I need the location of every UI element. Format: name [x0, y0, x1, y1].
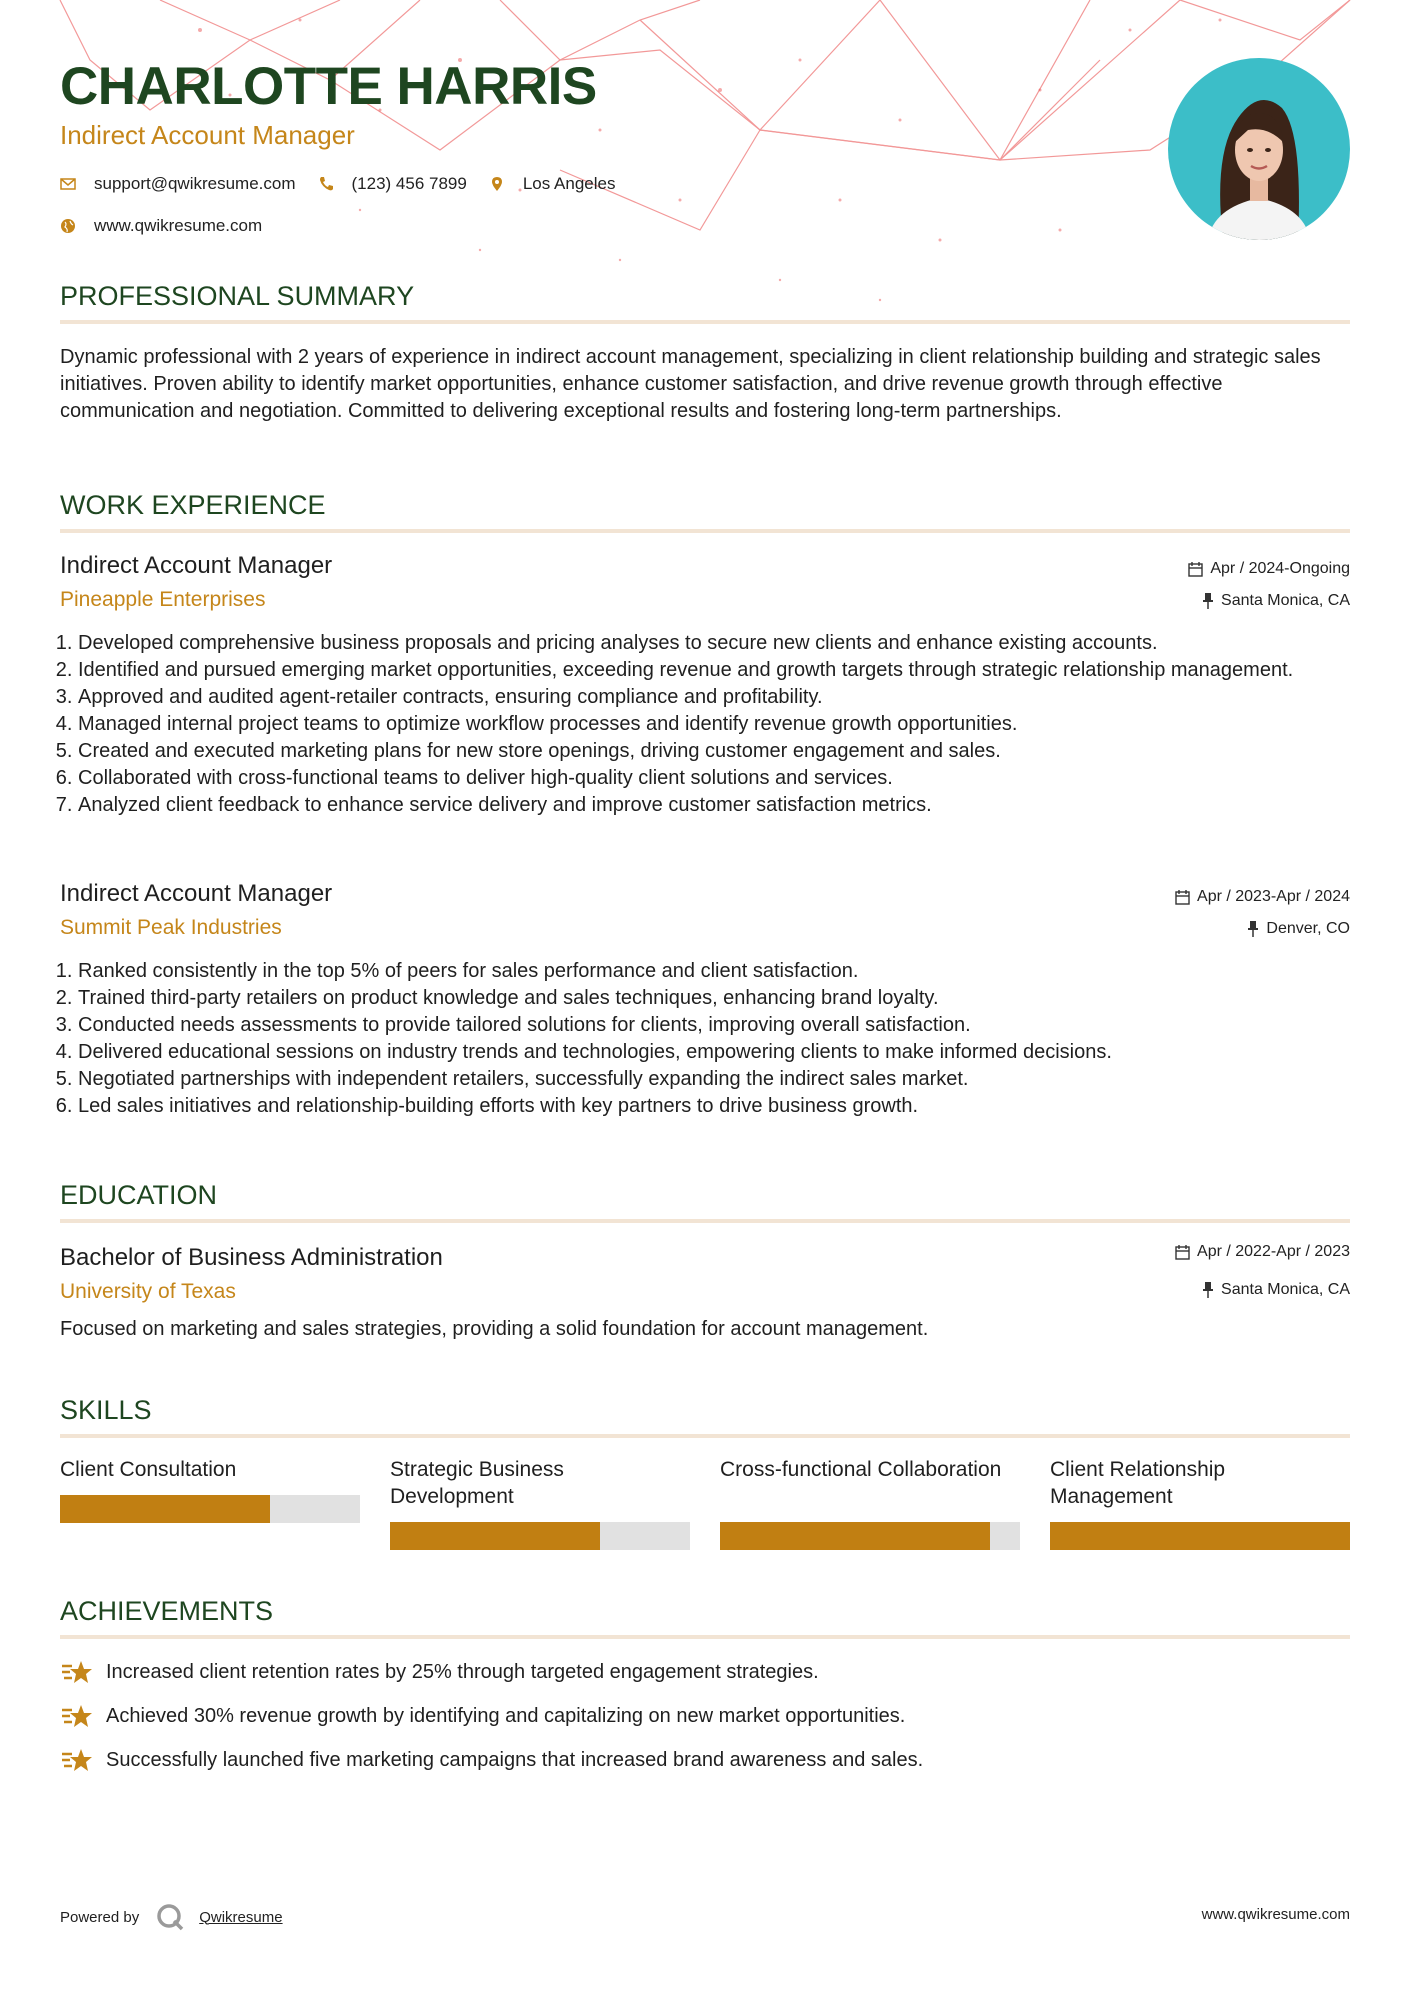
job-dates [1188, 560, 1350, 578]
section-title-skills: SKILLS [60, 1395, 1350, 1438]
skill-item [720, 1456, 1020, 1510]
list-item: 2. Trained third-party retailers on product knowledge and sales techniques, enhancing brand loyalty. [78, 985, 1368, 1012]
skill-name: Client Relationship Management [1050, 1458, 1226, 1508]
list-item: 5. Negotiated partnerships with independent retailers, successfully expanding the indirect sales market. [78, 1066, 1368, 1093]
list-item: 6. Collaborated with cross-functional teams to deliver high-quality client solutions and services. [78, 765, 1368, 792]
skill-level-fill [720, 1522, 990, 1550]
summary-text: Dynamic professional with 2 years of experience in indirect account management, specializing in client relationship building and strategic sales initiatives. Proven ability to identify market opportunities, enhance customer satisfaction, and drive revenue growth through effective communication and negotiation. Committed to delivering exceptional results and fostering long-term partnerships. [60, 346, 1321, 422]
job-bullets [60, 958, 1368, 1120]
brand-link[interactable]: Qwikresume [199, 1908, 283, 1926]
website-text: www.qwikresume.com [94, 216, 263, 235]
phone-icon [318, 176, 334, 192]
list-item: 2. Identified and pursued emerging market opportunities, exceeding revenue and growth targets through strategic relationship management. [78, 657, 1368, 684]
contact-location [489, 174, 616, 194]
job-dates [1175, 888, 1350, 906]
person-portrait-icon [1168, 58, 1350, 240]
calendar-icon [1175, 890, 1190, 905]
dates-text: Apr / 2023-Apr / 2024 [1197, 888, 1350, 905]
contact-row [60, 174, 637, 194]
degree-title: Bachelor of Business Administration [60, 1244, 443, 1271]
qwikresume-logo-icon [155, 1902, 185, 1932]
list-item: 4. Delivered educational sessions on industry trends and technologies, empowering clients to make informed decisions. [78, 1039, 1368, 1066]
list-item: 6. Led sales initiatives and relationship-building efforts with key partners to drive business growth. [78, 1093, 1368, 1120]
profile-photo [1168, 58, 1350, 240]
location-text: Denver, CO [1266, 920, 1350, 937]
skill-item [60, 1456, 360, 1510]
skill-level-bar [390, 1522, 690, 1550]
pushpin-icon [1202, 593, 1214, 609]
location-text: Santa Monica, CA [1221, 592, 1350, 609]
section-title-achievements: ACHIEVEMENTS [60, 1596, 1350, 1639]
globe-icon [60, 218, 76, 234]
contact-phone[interactable] [318, 174, 467, 194]
footer-website[interactable]: www.qwikresume.com [1201, 1906, 1350, 1923]
pushpin-icon [1247, 921, 1259, 937]
skill-item [390, 1456, 690, 1510]
skill-level-bar [1050, 1522, 1350, 1550]
list-item: 5. Created and executed marketing plans for new store openings, driving customer engagement and sales. [78, 738, 1368, 765]
list-item: 7. Analyzed client feedback to enhance service delivery and improve customer satisfaction metrics. [78, 792, 1368, 819]
candidate-name: CHARLOTTE HARRIS [60, 57, 597, 116]
skill-name: Client Consultation [60, 1458, 237, 1481]
dates-text: Apr / 2022-Apr / 2023 [1197, 1243, 1350, 1260]
company-name: Summit Peak Industries [60, 916, 282, 939]
pushpin-icon [1202, 1282, 1214, 1298]
envelope-icon [60, 176, 76, 192]
skill-name: Strategic Business Development [390, 1458, 564, 1508]
job-title: Indirect Account Manager [60, 552, 333, 579]
footer-powered-by [60, 1902, 283, 1932]
company-name: Pineapple Enterprises [60, 588, 266, 611]
achievement-item [60, 1746, 923, 1774]
education-description: Focused on marketing and sales strategies, providing a solid foundation for account management. [60, 1318, 929, 1340]
section-title-experience: WORK EXPERIENCE [60, 490, 1350, 533]
job-location [1247, 920, 1350, 938]
dates-text: Apr / 2024-Ongoing [1210, 560, 1350, 577]
skill-level-bar [720, 1522, 1020, 1550]
list-item: 1. Ranked consistently in the top 5% of peers for sales performance and client satisfaction. [78, 958, 1368, 985]
contact-website[interactable] [60, 216, 262, 236]
calendar-icon [1188, 562, 1203, 577]
skill-name: Cross-functional Collaboration [720, 1458, 1002, 1481]
section-title-summary: PROFESSIONAL SUMMARY [60, 281, 1350, 324]
job-bullets [60, 630, 1368, 819]
email-text: support@qwikresume.com [94, 174, 296, 193]
powered-by-label: Powered by [60, 1908, 140, 1926]
job-title: Indirect Account Manager [60, 880, 333, 907]
achievement-item [60, 1658, 819, 1686]
skill-level-fill [1050, 1522, 1350, 1550]
skill-item [1050, 1456, 1350, 1510]
location-text: Los Angeles [522, 174, 616, 193]
phone-text: (123) 456 7899 [351, 174, 467, 193]
achievement-text: Achieved 30% revenue growth by identifying and capitalizing on new market opportunities. [106, 1704, 906, 1727]
contact-email[interactable] [60, 174, 296, 194]
skill-level-fill [390, 1522, 600, 1550]
list-item: 3. Approved and audited agent-retailer contracts, ensuring compliance and profitability. [78, 684, 1368, 711]
star-achievement-icon [60, 1658, 94, 1686]
skill-level-bar [60, 1495, 360, 1523]
contact-row-2 [60, 216, 284, 236]
job-location [1202, 592, 1350, 610]
star-achievement-icon [60, 1746, 94, 1774]
calendar-icon [1175, 1245, 1190, 1260]
skill-level-fill [60, 1495, 270, 1523]
list-item: 3. Conducted needs assessments to provide tailored solutions for clients, improving overall satisfaction. [78, 1012, 1368, 1039]
location-text: Santa Monica, CA [1221, 1281, 1350, 1298]
education-dates [1175, 1243, 1350, 1261]
school-name: University of Texas [60, 1280, 236, 1303]
education-location [1202, 1281, 1350, 1299]
candidate-title: Indirect Account Manager [60, 120, 355, 150]
list-item: 4. Managed internal project teams to optimize workflow processes and identify revenue growth opportunities. [78, 711, 1368, 738]
section-title-education: EDUCATION [60, 1180, 1350, 1223]
achievement-text: Increased client retention rates by 25% through targeted engagement strategies. [106, 1660, 819, 1683]
achievement-text: Successfully launched five marketing campaigns that increased brand awareness and sales. [106, 1748, 924, 1771]
achievement-item [60, 1702, 905, 1730]
star-achievement-icon [60, 1702, 94, 1730]
map-pin-icon [489, 176, 505, 192]
list-item: 1. Developed comprehensive business proposals and pricing analyses to secure new clients and enhance existing accounts. [78, 630, 1368, 657]
